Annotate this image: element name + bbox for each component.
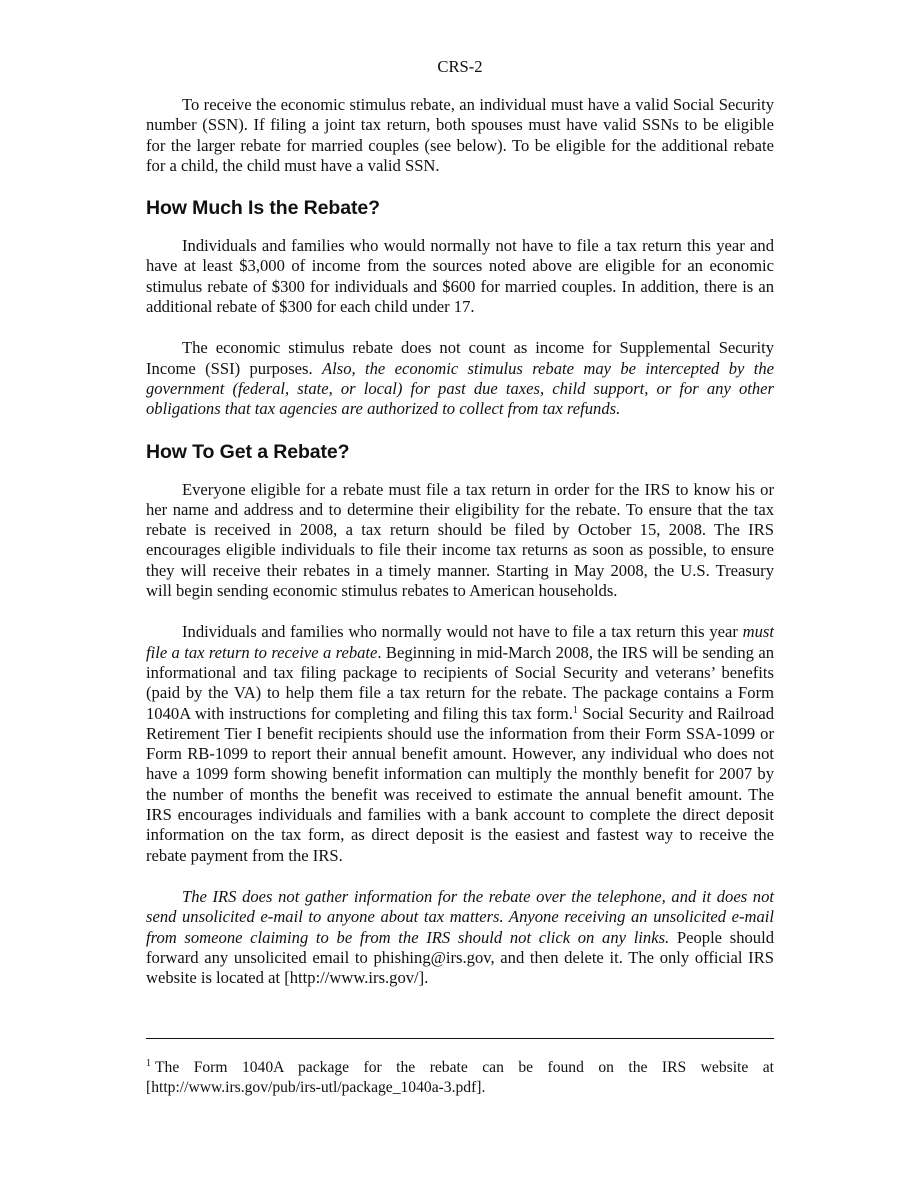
package-paragraph — [146, 622, 774, 866]
phishing-text: People should forward any unsolicited email to phishing@irs.gov, and then delete it. The only official IRS website is located at [http://www.irs.gov/]. — [146, 927, 774, 988]
footnote-reference[interactable]: 1 — [572, 704, 578, 716]
heading-how-much: How Much Is the Rebate? — [146, 197, 380, 220]
footnote-number: 1 — [146, 1058, 151, 1069]
heading-how-to: How To Get a Rebate? — [146, 440, 350, 463]
filing-paragraph: Everyone eligible for a rebate must file a tax return in order for the IRS to know his or her name and address and to determine their eligibility for the rebate. To ensure that the tax rebate is received in 2008, a tax return should be filed by October 15, 2008. The IRS encourages eligible individuals to file their income tax returns as soon as possible, to ensure they will receive their rebates in a timely manner. Starting in May 2008, the U.S. Treasury will begin sending economic stimulus rebates to American households. — [146, 479, 774, 601]
footnote-text: The Form 1040A package for the rebate can be found on the IRS website at [http://www.irs.gov/pub/irs-utl/package_1040a-3.pdf]. — [146, 1059, 774, 1097]
package-text-c: Social Security and Railroad Retirement Tier I benefit recipients should use the information from their Form SSA-1099 or Form RB-1099 to report their annual benefit amount. However, any individual who does not have a 1099 form showing benefit information can multiply the monthly benefit for 2007 by the number of months the benefit was received to estimate the annual benefit amount. The IRS encourages individuals and families with a bank account to complete the direct deposit information on the tax form, as direct deposit is the easiest and fastest way to receive the rebate payment from the IRS. — [146, 703, 774, 865]
page-number: CRS-2 — [437, 57, 483, 76]
phishing-warning: The IRS does not gather information for the rebate over the telephone, and it does not send unsolicited e-mail to anyone about tax matters. Anyone receiving an unsolicited e-mail from someone claiming to be from the IRS should not click on any links. — [146, 886, 774, 947]
package-text-a: Individuals and families who normally would not have to file a tax return this year — [182, 622, 743, 642]
footnote — [146, 1058, 774, 1099]
package-text-b: . Beginning in mid-March 2008, the IRS will be sending an informational and tax filing package to recipients of Social Security and veterans’ benefits (paid by the VA) to help them file a tax return for the rebate. The package contains a Form 1040A with instructions for completing and filing this tax form. — [146, 642, 774, 723]
footnote-divider — [146, 1038, 774, 1039]
ssi-paragraph — [146, 338, 774, 419]
intro-paragraph: To receive the economic stimulus rebate, an individual must have a valid Social Security number (SSN). If filing a joint tax return, both spouses must have valid SSNs to be eligible for the larger rebate for married couples (see below). To be eligible for the additional rebate for a child, the child must have a valid SSN. — [146, 95, 774, 175]
rebate-amount-paragraph: Individuals and families who would normally not have to file a tax return this year and have at least $3,000 of income from the sources noted above are eligible for an economic stimulus rebate of $300 for individuals and $600 for married couples. In addition, there is an additional rebate of $300 for each child under 17. — [146, 236, 774, 317]
intercept-warning: Also, the economic stimulus rebate may be intercepted by the government (federal, state, or local) for past due taxes, child support, or for any other obligations that tax agencies are authorized to collect from tax refunds. — [146, 358, 774, 419]
ssi-text: The economic stimulus rebate does not count as income for Supplemental Security Income (SSI) purposes. — [146, 338, 774, 378]
document-page — [146, 0, 774, 988]
phishing-paragraph — [146, 887, 774, 988]
must-file-emphasis: must file a tax return to receive a rebate — [146, 622, 774, 662]
